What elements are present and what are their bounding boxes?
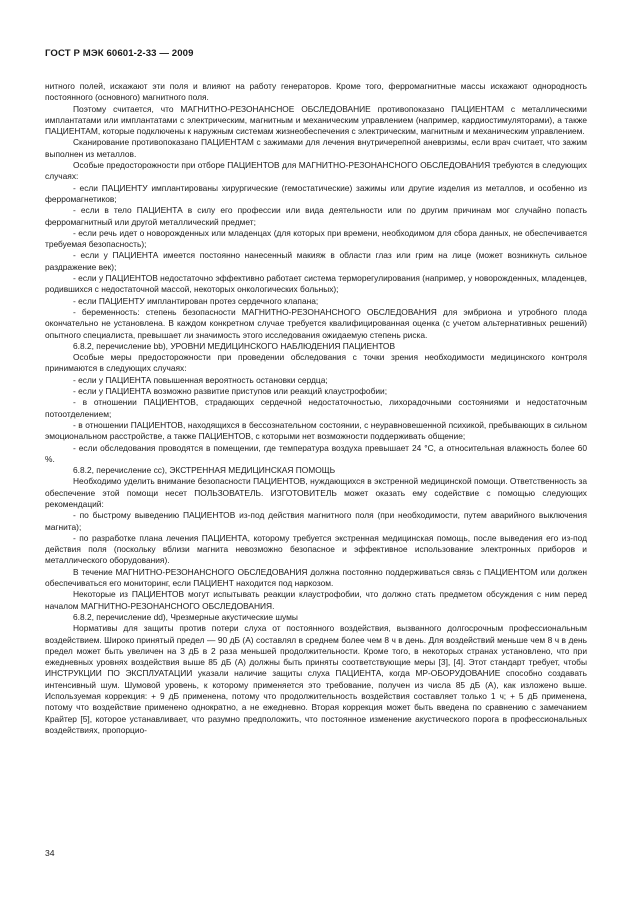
paragraph: нитного полей, искажают эти поля и влияют на работу генераторов. Кроме того, ферромагнитные массы искажают однородность постоянного (основного) магнитного поля. [45,81,587,103]
paragraph: Сканирование противопоказано ПАЦИЕНТАМ с зажимами для лечения внутричерепной аневризмы, если врач считает, что зажим выполнен из металлов. [45,137,587,159]
paragraph: - если у ПАЦИЕНТОВ недостаточно эффективно работает система терморегулирования (например, у новорожденных, младенцев, родившихся с недостаточной массой, некоторых онкологических больных); [45,273,587,295]
paragraph: - если у ПАЦИЕНТА повышенная вероятность остановки сердца; [73,374,328,385]
paragraph: - если ПАЦИЕНТУ имплантированы хирургические (гемостатические) зажимы или другие изделия из металлов, и особенно из ферромагнетиков; [45,182,587,204]
paragraph: 6.8.2, перечисление cc), ЭКСТРЕННАЯ МЕДИЦИНСКАЯ ПОМОЩЬ [73,465,336,476]
paragraph: Особые меры предосторожности при проведении обследования с точки зрения необходимости медицинского контроля принимаются в следующих случаях: [45,352,587,374]
paragraph: - если речь идет о новорожденных или младенцах (для которых при времени, необходимом для сбора данных, не обеспечивается требуемая безопасность); [45,227,587,250]
paragraph: - если у ПАЦИЕНТА возможно развитие приступов или реакций клаустрофобии; [73,386,388,397]
paragraph: - в отношении ПАЦИЕНТОВ, страдающих сердечной недостаточностью, лихорадочными состояниями и недостаточным потоотделением; [45,397,587,419]
paragraph: - по быстрому выведению ПАЦИЕНТОВ из-под действия магнитного поля (при необходимости, путем аварийного выключения магнита); [45,510,587,532]
page-header: ГОСТ Р МЭК 60601-2-33 — 2009 [45,48,194,59]
paragraph: - если у ПАЦИЕНТА имеется постоянно нанесенный макияж в области глаз или грим на лице (может возникнуть сильное раздражение век); [45,250,587,272]
paragraph: - беременность: степень безопасности МАГНИТНО-РЕЗОНАНСНОГО ОБСЛЕДОВАНИЯ для эмбриона и утробного плода окончательно не установлена. В каждом конкретном случае требуется квалифицированная оценка (с учетом альтернативных решений) опытного специалиста, превышает ли значимость этого исследования ожидаемую степень риска. [45,306,587,340]
paragraph: Необходимо уделить внимание безопасности ПАЦИЕНТОВ, нуждающихся в экстренной медицинской помощи. Ответственность за обеспечение этой помощи несет ПОЛЬЗОВАТЕЛЬ. ИЗГОТОВИТЕЛЬ может оказать ему содействие с помощью следующих рекомендаций: [45,476,587,509]
paragraph: - по разработке плана лечения ПАЦИЕНТА, которому требуется экстренная медицинская помощь, после выведения его из-под действия поля (поскольку вблизи магнита невозможно безопасное и эффективное использование электронных приборов и металлического оборудования). [45,532,587,566]
paragraph: Некоторые из ПАЦИЕНТОВ могут испытывать реакции клаустрофобии, что должно стать предметом обсуждения с ним перед началом МАГНИТНО-РЕЗОНАНСНОГО ОБСЛЕДОВАНИЯ. [45,589,587,611]
paragraph: - если ПАЦИЕНТУ имплантирован протез сердечного клапана; [73,295,319,306]
paragraph: Нормативы для защиты против потери слуха от постоянного воздействия, вызванного долгосрочным профессиональным воздействием. Широко принятый предел — 90 дБ (А) составлял в среднем более чем 8 ч в день. Для воздействий меньше чем 8 ч в день предел может быть увеличен на 3 дБ в 2 раза меньшей продолжительности. Кроме того, в некоторых странах установлено, что при ежедневных уровнях воздействия выше 85 дБ (А) должны быть приняты соответствующие меры [3], [4]. Этот стандарт требует, чтобы ИНСТРУКЦИИ ПО ЭКСПЛУАТАЦИИ указали наличие защиты слуха ПАЦИЕНТА, когда МР-ОБОРУДОВАНИЕ способно создавать интенсивный шум. Шумовой уровень, к которому применяется это требование, получен из числа 85 дБ (А), как изложено выше. Используемая коррекция: + 9 дБ применена, потому что продолжительность воздействия составляет только 1 ч; + 5 дБ применена, потому что воздействие применено однократно, а не ежедневно. Вторая коррекция может быть введена по сравнению с замечанием Крайтер [5], которое устанавливает, что разумно предположить, что постоянное изменение акустического порога в профессиональных воздействиях, пропорцио- [45,623,587,735]
document-body [45,81,587,736]
paragraph: В течение МАГНИТНО-РЕЗОНАНСНОГО ОБСЛЕДОВАНИЯ должна постоянно поддерживаться связь с ПАЦИЕНТОМ или должен обеспечиваться его мониторинг, если ПАЦИЕНТ находится под наркозом. [45,566,587,589]
page-number: 34 [45,848,55,858]
paragraph: 6.8.2, перечисление bb), УРОВНИ МЕДИЦИНСКОГО НАБЛЮДЕНИЯ ПАЦИЕНТОВ [73,340,396,351]
paragraph: - в отношении ПАЦИЕНТОВ, находящихся в бессознательном состоянии, с неуравновешенной психикой, пребывающих в сильном эмоциональном расстройстве, а также ПАЦИЕНТОВ, с которыми нет возможности поддерживать общение; [45,419,587,442]
paragraph: - если в тело ПАЦИЕНТА в силу его профессии или вида деятельности или по другим причинам мог случайно попасть ферромагнитный или другой металлический предмет; [45,205,587,227]
paragraph: Особые предосторожности при отборе ПАЦИЕНТОВ для МАГНИТНО-РЕЗОНАНСНОГО ОБСЛЕДОВАНИЯ требуются в следующих случаях: [45,160,587,182]
paragraph: 6.8.2, перечисление dd), Чрезмерные акустические шумы [73,611,298,622]
paragraph: Поэтому считается, что МАГНИТНО-РЕЗОНАНСНОЕ ОБСЛЕДОВАНИЕ противопоказано ПАЦИЕНТАМ с металлическими имплантатами или имплантатами с электрическим, магнитным и механическим управлением (например, кардиостимуляторами), а также ПАЦИЕНТАМ, которые подключены к наружным системам жизнеобеспечения с электрическим, магнитным и механическим управлением. [45,103,587,137]
paragraph: - если обследования проводятся в помещении, где температура воздуха превышает 24 °С, а относительная влажность более 60 %. [45,442,587,464]
